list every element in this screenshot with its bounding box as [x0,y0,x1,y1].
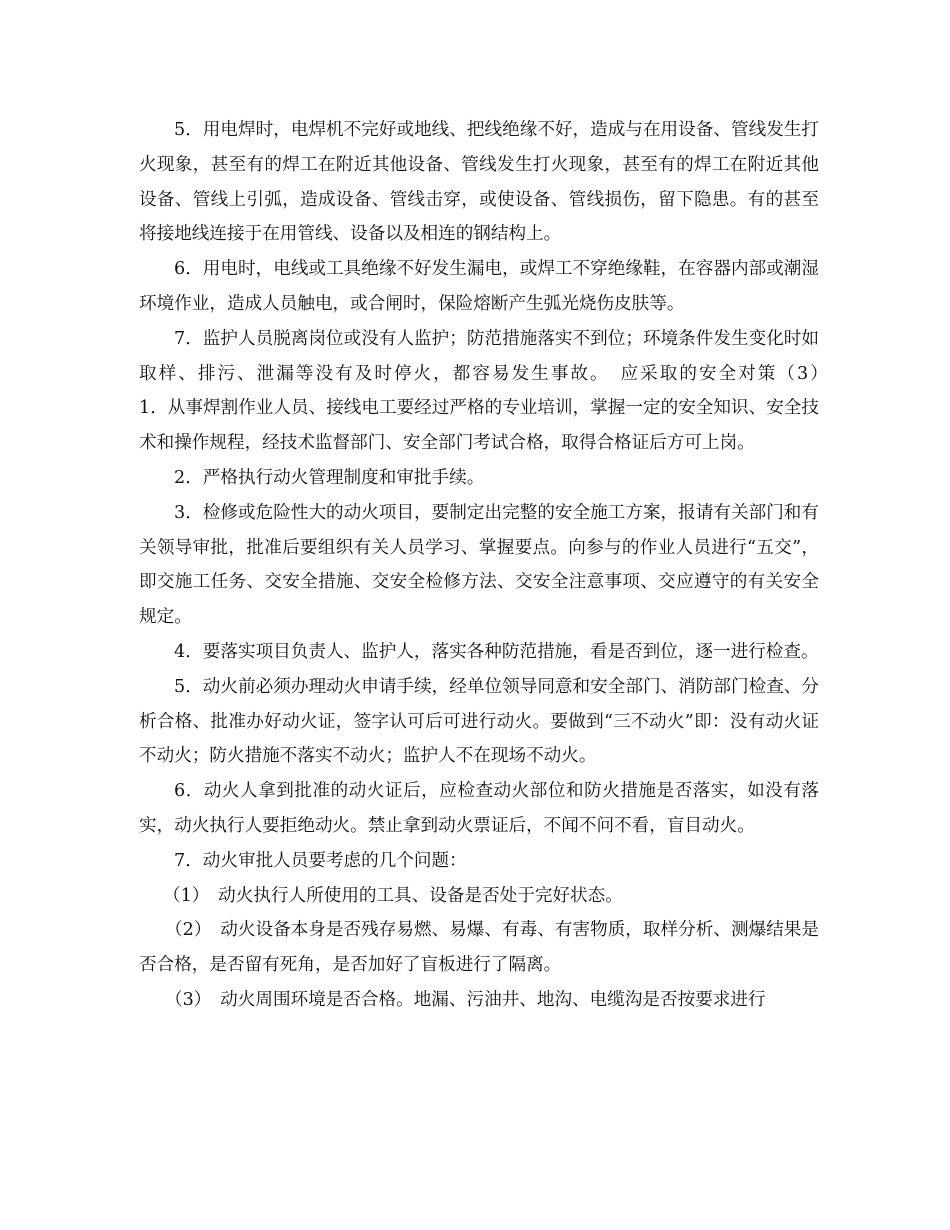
paragraph-permit-check: 6．动火人拿到批准的动火证后，应检查动火部位和防火措施是否落实，如没有落实，动火执行人要拒绝动火。禁止拿到动火票证后，不闻不问不看，盲目动火。 [139,781,819,836]
paragraph-fire-permit: 5．动火前必须办理动火申请手续，经单位领导同意和安全部门、消防部门检查、分析合格、批准办好动火证，签字认可后可进行动火。要做到“三不动火”即：没有动火证不动火；防火措施不落实不动火；监护人不在现场不动火。 [139,676,819,767]
paragraph-electric-hazard: 6．用电时，电线或工具绝缘不好发生漏电，或焊工不穿绝缘鞋，在容器内部或潮湿环境作业，造成人员触电，或合闸时，保险熔断产生弧光烧伤皮肤等。 [139,259,819,314]
paragraph-supervision-and-countermeasures: 7．监护人员脱离岗位或没有人监护；防范措施落实不到位；环境条件发生变化时如取样、排污、泄漏等没有及时停火，都容易发生事故。 应采取的安全对策（3） 1．从事焊割作业人员、接线电工要经过严格的专业培训，掌握一定的安全知识、安全技术和操作规程，经技术监督部门、安全部门考试合格，取得合格证后方可上岗。 [139,328,872,454]
list-item-equipment: （2） 动火设备本身是否残存易燃、易爆、有毒、有害物质，取样分析、测爆结果是否合格，是否留有死角，是否加好了盲板进行了隔离。 [139,920,819,976]
document-page [139,113,872,1018]
paragraph-approval-procedure: 2．严格执行动火管理制度和审批手续。 [174,467,485,488]
list-item-environment: （3） 动火周围环境是否合格。地漏、污油井、地沟、电缆沟是否按要求进行 [165,989,766,1010]
paragraph-welding-hazard: 5．用电焊时，电焊机不完好或地线、把线绝缘不好，造成与在用设备、管线发生打火现象，甚至有的焊工在附近其他设备、管线发生打火现象，甚至有的焊工在附近其他设备、管线上引弧，造成设备、管线击穿，或使设备、管线损伤，留下隐患。有的甚至将接地线连接于在用管线、设备以及相连的钢结构上。 [139,120,819,245]
paragraph-construction-plan: 3．检修或危险性大的动火项目，要制定出完整的安全施工方案，报请有关部门和有关领导审批，批准后要组织有关人员学习、掌握要点。向参与的作业人员进行“五交”，即交施工任务、交安全措施、交安全检修方法、交安全注意事项、交应遵守的有关安全规定。 [139,502,819,628]
paragraph-approver-questions: 7．动火审批人员要考虑的几个问题： [174,850,467,871]
list-item-tools: （1） 动火执行人所使用的工具、设备是否处于完好状态。 [163,885,623,906]
paragraph-responsibility: 4．要落实项目负责人、监护人，落实各种防范措施，看是否到位，逐一进行检查。 [174,641,819,662]
